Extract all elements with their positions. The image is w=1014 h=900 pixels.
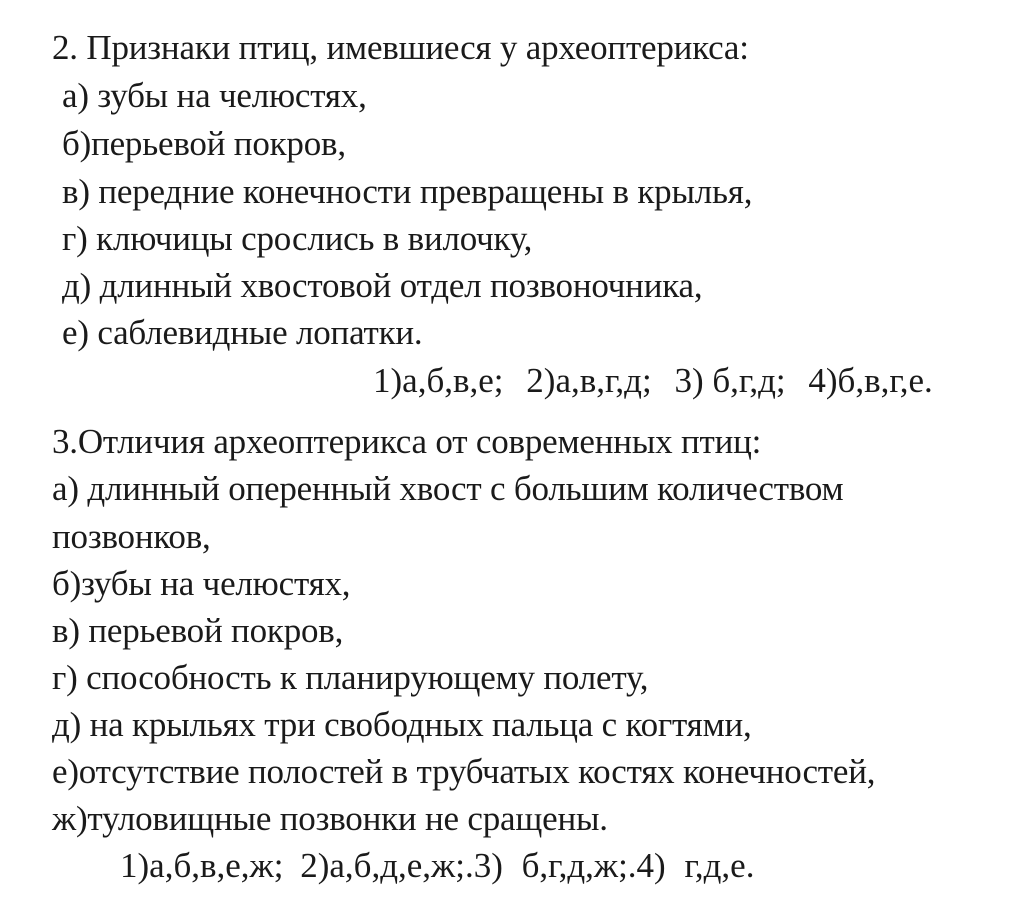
q3-item-b: б)зубы на челюстях,: [52, 564, 351, 603]
q3-answer-1: 1)а,б,в,е,ж;: [120, 846, 284, 885]
q2-answer-3: 3) б,г,д;: [674, 361, 786, 400]
q2-item-g: г) ключицы срослись в вилочку,: [62, 219, 533, 258]
q2-item-a: а) зубы на челюстях,: [62, 76, 367, 115]
q3-answer-3: б,г,д,ж;.4): [521, 846, 666, 885]
q2-answer-options: [373, 361, 933, 401]
q2-item-e: е) саблевидные лопатки.: [62, 313, 423, 352]
q3-answer-2: 2)а,б,д,е,ж;.3): [300, 846, 503, 885]
q3-item-e: е)отсутствие полостей в трубчатых костях конечностей,: [52, 752, 876, 791]
q3-item-v: в) перьевой покров,: [52, 611, 344, 650]
q2-item-b: б)перьевой покров,: [62, 124, 346, 163]
q3-item-d: д) на крыльях три свободных пальца с когтями,: [52, 705, 752, 744]
q2-answer-2: 2)а,в,г,д;: [526, 361, 652, 400]
q3-item-a: а) длинный оперенный хвост с большим количеством: [52, 469, 844, 508]
q2-answer-1: 1)а,б,в,е;: [373, 361, 504, 400]
q3-answer-4: г,д,е.: [684, 846, 755, 885]
q3-item-zh: ж)туловищные позвонки не сращены.: [52, 799, 608, 838]
q3-title: 3.Отличия археоптерикса от современных птиц:: [52, 422, 762, 461]
q2-item-v: в) передние конечности превращены в крылья,: [62, 172, 753, 211]
q2-answer-4: 4)б,в,г,е.: [808, 361, 933, 400]
q3-item-a-cont: позвонков,: [52, 517, 211, 556]
q2-title: 2. Признаки птиц, имевшиеся у археоптерикса:: [52, 28, 749, 67]
q2-item-d: д) длинный хвостовой отдел позвоночника,: [62, 266, 703, 305]
q3-answer-options: [120, 846, 754, 886]
q3-item-g: г) способность к планирующему полету,: [52, 658, 649, 697]
